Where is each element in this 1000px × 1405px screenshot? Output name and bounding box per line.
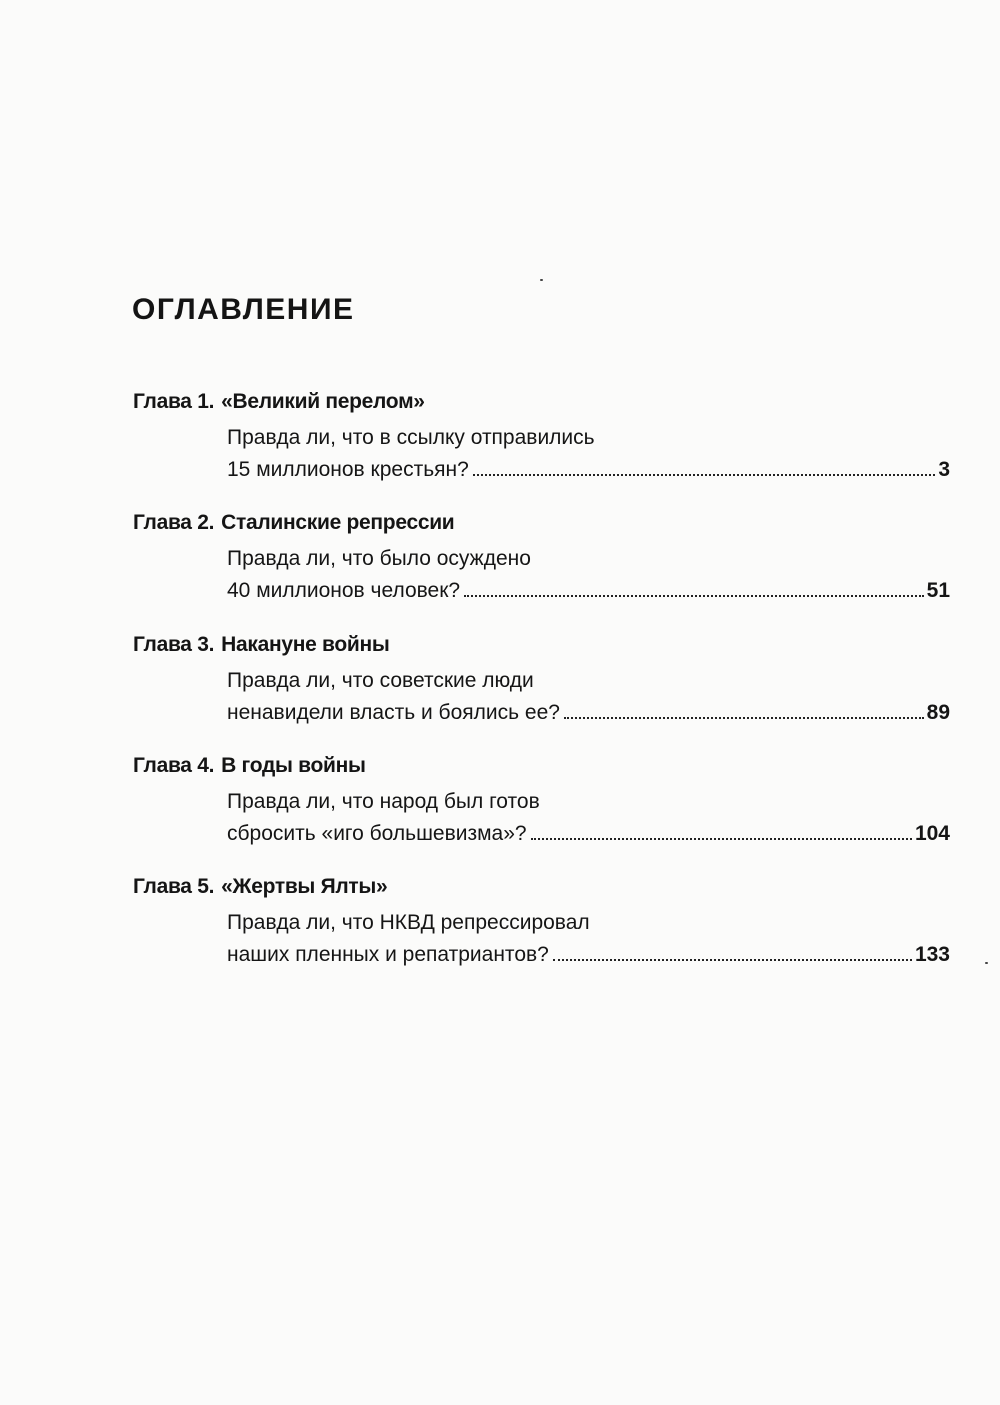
chapter-heading (133, 511, 454, 535)
chapter-question-line2-row (227, 943, 950, 967)
dot-leader (473, 473, 936, 476)
print-speck (985, 962, 988, 964)
chapter-question-line2: 40 миллионов человек? (227, 579, 461, 602)
chapter-question-line2-row (227, 458, 950, 482)
chapter-name: В годы войны (221, 754, 366, 777)
chapter-question-line2-row (227, 579, 950, 603)
chapter-label: Глава 5. (133, 875, 215, 898)
chapter-name: «Жертвы Ялты» (221, 875, 388, 898)
chapter-label: Глава 3. (133, 633, 215, 656)
chapter-label: Глава 2. (133, 511, 215, 534)
chapter-heading (133, 875, 387, 899)
chapter-heading (133, 390, 425, 414)
page-number: 3 (938, 458, 950, 481)
dot-leader (564, 716, 924, 719)
chapter-label: Глава 1. (133, 390, 215, 413)
page-number: 51 (926, 579, 950, 602)
chapter-question-line2: сбросить «иго большевизма»? (227, 822, 527, 845)
dot-leader (464, 594, 924, 597)
chapter-label: Глава 4. (133, 754, 215, 777)
chapter-heading (133, 633, 390, 657)
toc-title: ОГЛАВЛЕНИЕ (132, 293, 355, 326)
chapter-heading (133, 754, 366, 778)
print-speck (540, 279, 543, 281)
chapter-question-line1: Правда ли, что в ссылку отправились (227, 426, 595, 449)
dot-leader (531, 837, 912, 840)
chapter-question-line2-row (227, 701, 950, 725)
chapter-question-line1: Правда ли, что народ был готов (227, 790, 540, 813)
chapter-question-line2: 15 миллионов крестьян? (227, 458, 469, 481)
page-number: 133 (914, 943, 950, 966)
chapter-name: «Великий перелом» (221, 390, 425, 413)
chapter-question-line2-row (227, 822, 950, 846)
dot-leader (553, 958, 912, 961)
chapter-question-line2: наших пленных и репатриантов? (227, 943, 549, 966)
chapter-question-line1: Правда ли, что советские люди (227, 669, 534, 692)
page-number: 89 (926, 701, 950, 724)
chapter-question-line1: Правда ли, что НКВД репрессировал (227, 911, 590, 934)
chapter-question-line1: Правда ли, что было осуждено (227, 547, 531, 570)
chapter-name: Накануне войны (221, 633, 390, 656)
page-number: 104 (914, 822, 950, 845)
chapter-name: Сталинские репрессии (221, 511, 455, 534)
chapter-question-line2: ненавидели власть и боялись ее? (227, 701, 560, 724)
